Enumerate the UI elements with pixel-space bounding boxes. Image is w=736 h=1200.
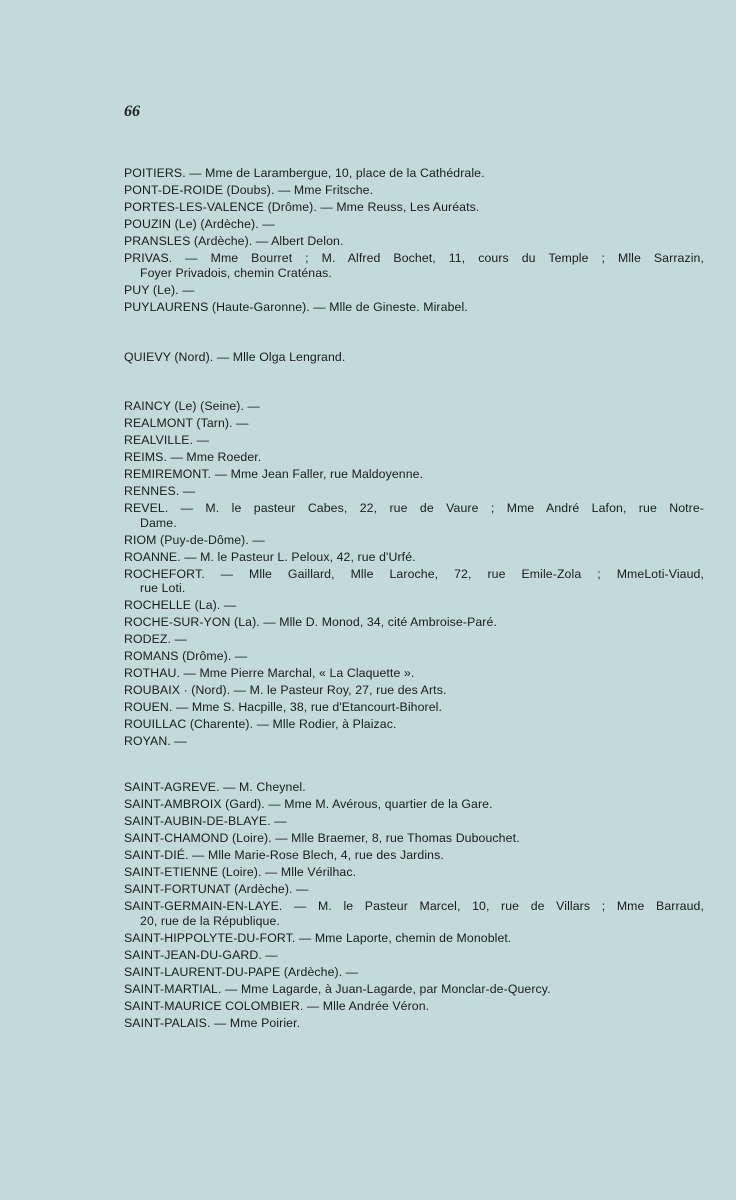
entry-line: ROUILLAC (Charente). — Mlle Rodier, à Plaizac. — [124, 717, 397, 731]
list-item — [124, 217, 704, 232]
entry-line: ROCHE-SUR-YON (La). — Mlle D. Monod, 34, cité Ambroise-Paré. — [124, 615, 497, 629]
list-item — [124, 1016, 704, 1031]
entry-line: SAINT-AUBIN-DE-BLAYE. — — [124, 814, 287, 828]
list-item — [124, 484, 704, 499]
entry-line: SAINT-FORTUNAT (Ardèche). — — [124, 882, 309, 896]
list-item — [124, 632, 704, 647]
list-item — [124, 717, 704, 732]
entry-line: POUZIN (Le) (Ardèche). — — [124, 217, 275, 231]
entry-continuation: Dame. — [140, 515, 177, 530]
section-s — [124, 780, 704, 1033]
entry-line: SAINT-MARTIAL. — Mme Lagarde, à Juan-Lagarde, par Monclar-de-Quercy. — [124, 981, 551, 996]
entry-line: SAINT-LAURENT-DU-PAPE (Ardèche). — — [124, 964, 359, 979]
list-item — [124, 251, 704, 280]
entry-line: SAINT-JEAN-DU-GARD. — — [124, 947, 278, 962]
list-item — [124, 615, 704, 630]
list-item — [124, 683, 704, 698]
entry-line: SAINT-HIPPOLYTE-DU-FORT. — Mme Laporte, chemin de Monoblet. — [124, 930, 512, 945]
entry-line: RENNES. — — [124, 484, 196, 498]
entry-continuation: rue Loti. — [140, 581, 186, 595]
entry-line: SAINT-MAURICE COLOMBIER. — Mlle Andrée Véron. — [124, 998, 430, 1013]
entry-line: RODEZ. — — [124, 632, 187, 646]
list-item — [124, 780, 704, 795]
list-item — [124, 899, 704, 928]
entry-line: SAINT-AGREVE. — M. Cheynel. — [124, 780, 306, 794]
list-item — [124, 533, 704, 548]
entry-line: ROCHEFORT. — Mlle Gaillard, Mlle Laroche, 72, rue Emile-Zola ; MmeLoti-Viaud, — [124, 566, 704, 581]
entry-line: SAINT-ETIENNE (Loire). — Mlle Vérilhac. — [124, 865, 357, 879]
list-item — [124, 598, 704, 613]
list-item — [124, 797, 704, 812]
list-item — [124, 450, 704, 465]
list-item — [124, 965, 704, 980]
list-item — [124, 734, 704, 749]
entry-line: POITIERS. — Mme de Larambergue, 10, place de la Cathédrale. — [124, 166, 485, 180]
list-item — [124, 234, 704, 249]
entry-line: PORTES-LES-VALENCE (Drôme). — Mme Reuss, Les Auréats. — [124, 200, 480, 214]
list-item — [124, 550, 704, 565]
entry-line: REVEL. — M. le pasteur Cabes, 22, rue de Vaure ; Mme André Lafon, rue Notre- — [124, 501, 704, 515]
entry-line: RAINCY (Le) (Seine). — — [124, 399, 260, 413]
list-item — [124, 350, 704, 365]
entry-line: ROUEN. — Mme S. Hacpille, 38, rue d'Etancourt-Bihorel. — [124, 700, 443, 714]
entry-line: SAINT-GERMAIN-EN-LAYE. — M. le Pasteur Marcel, 10, rue de Villars ; Mme Barraud, — [124, 899, 704, 913]
list-item — [124, 831, 704, 846]
entry-line: PRANSLES (Ardèche). — Albert Delon. — [124, 234, 344, 248]
entry-continuation: 20, rue de la République. — [140, 913, 280, 928]
entry-line: ROYAN. — — [124, 734, 187, 748]
entry-line: ROMANS (Drôme). — — [124, 649, 248, 663]
entry-line: SAINT-AMBROIX (Gard). — Mme M. Avérous, quartier de la Gare. — [124, 797, 493, 811]
list-item — [124, 166, 704, 181]
section-p — [124, 166, 704, 317]
list-item — [124, 865, 704, 880]
entry-line: REALMONT (Tarn). — — [124, 416, 249, 430]
entry-line: ROANNE. — M. le Pasteur L. Peloux, 42, rue d'Urfé. — [124, 549, 416, 564]
entry-line: PONT-DE-ROIDE (Doubs). — Mme Fritsche. — [124, 183, 374, 197]
entry-line: ROUBAIX · (Nord). — M. le Pasteur Roy, 27, rue des Arts. — [124, 683, 447, 697]
list-item — [124, 882, 704, 897]
list-item — [124, 183, 704, 198]
entry-continuation: Foyer Privadois, chemin Craténas. — [140, 265, 332, 280]
list-item — [124, 948, 704, 963]
list-item — [124, 999, 704, 1014]
entry-line: PUYLAURENS (Haute-Garonne). — Mlle de Gineste. Mirabel. — [124, 299, 468, 314]
list-item — [124, 501, 704, 530]
list-item — [124, 283, 704, 298]
entry-line: SAINT-PALAIS. — Mme Poirier. — [124, 1015, 301, 1030]
list-item — [124, 433, 704, 448]
list-item — [124, 399, 704, 414]
list-item — [124, 467, 704, 482]
section-r — [124, 399, 704, 751]
section-q — [124, 350, 704, 367]
list-item — [124, 567, 704, 596]
page-number: 66 — [124, 103, 140, 120]
list-item — [124, 700, 704, 715]
list-item — [124, 666, 704, 681]
entry-line: ROCHELLE (La). — — [124, 598, 237, 612]
list-item — [124, 931, 704, 946]
list-item — [124, 814, 704, 829]
entry-line: REMIREMONT. — Mme Jean Faller, rue Maldoyenne. — [124, 467, 424, 481]
entry-line: PRIVAS. — Mme Bourret ; M. Alfred Bochet, 11, cours du Temple ; Mlle Sarrazin, — [124, 251, 704, 265]
entry-line: SAINT-DIÉ. — Mlle Marie-Rose Blech, 4, rue des Jardins. — [124, 848, 444, 862]
entry-line: RIOM (Puy-de-Dôme). — — [124, 532, 265, 547]
list-item — [124, 848, 704, 863]
entry-line: SAINT-CHAMOND (Loire). — Mlle Braemer, 8, rue Thomas Dubouchet. — [124, 831, 520, 845]
list-item — [124, 300, 704, 315]
entry-line: QUIEVY (Nord). — Mlle Olga Lengrand. — [124, 350, 346, 364]
entry-line: REIMS. — Mme Roeder. — [124, 450, 262, 464]
list-item — [124, 416, 704, 431]
list-item — [124, 649, 704, 664]
list-item — [124, 200, 704, 215]
entry-line: ROTHAU. — Mme Pierre Marchal, « La Claquette ». — [124, 666, 415, 680]
entry-line: PUY (Le). — — [124, 282, 195, 297]
entry-line: REALVILLE. — — [124, 433, 210, 447]
list-item — [124, 982, 704, 997]
